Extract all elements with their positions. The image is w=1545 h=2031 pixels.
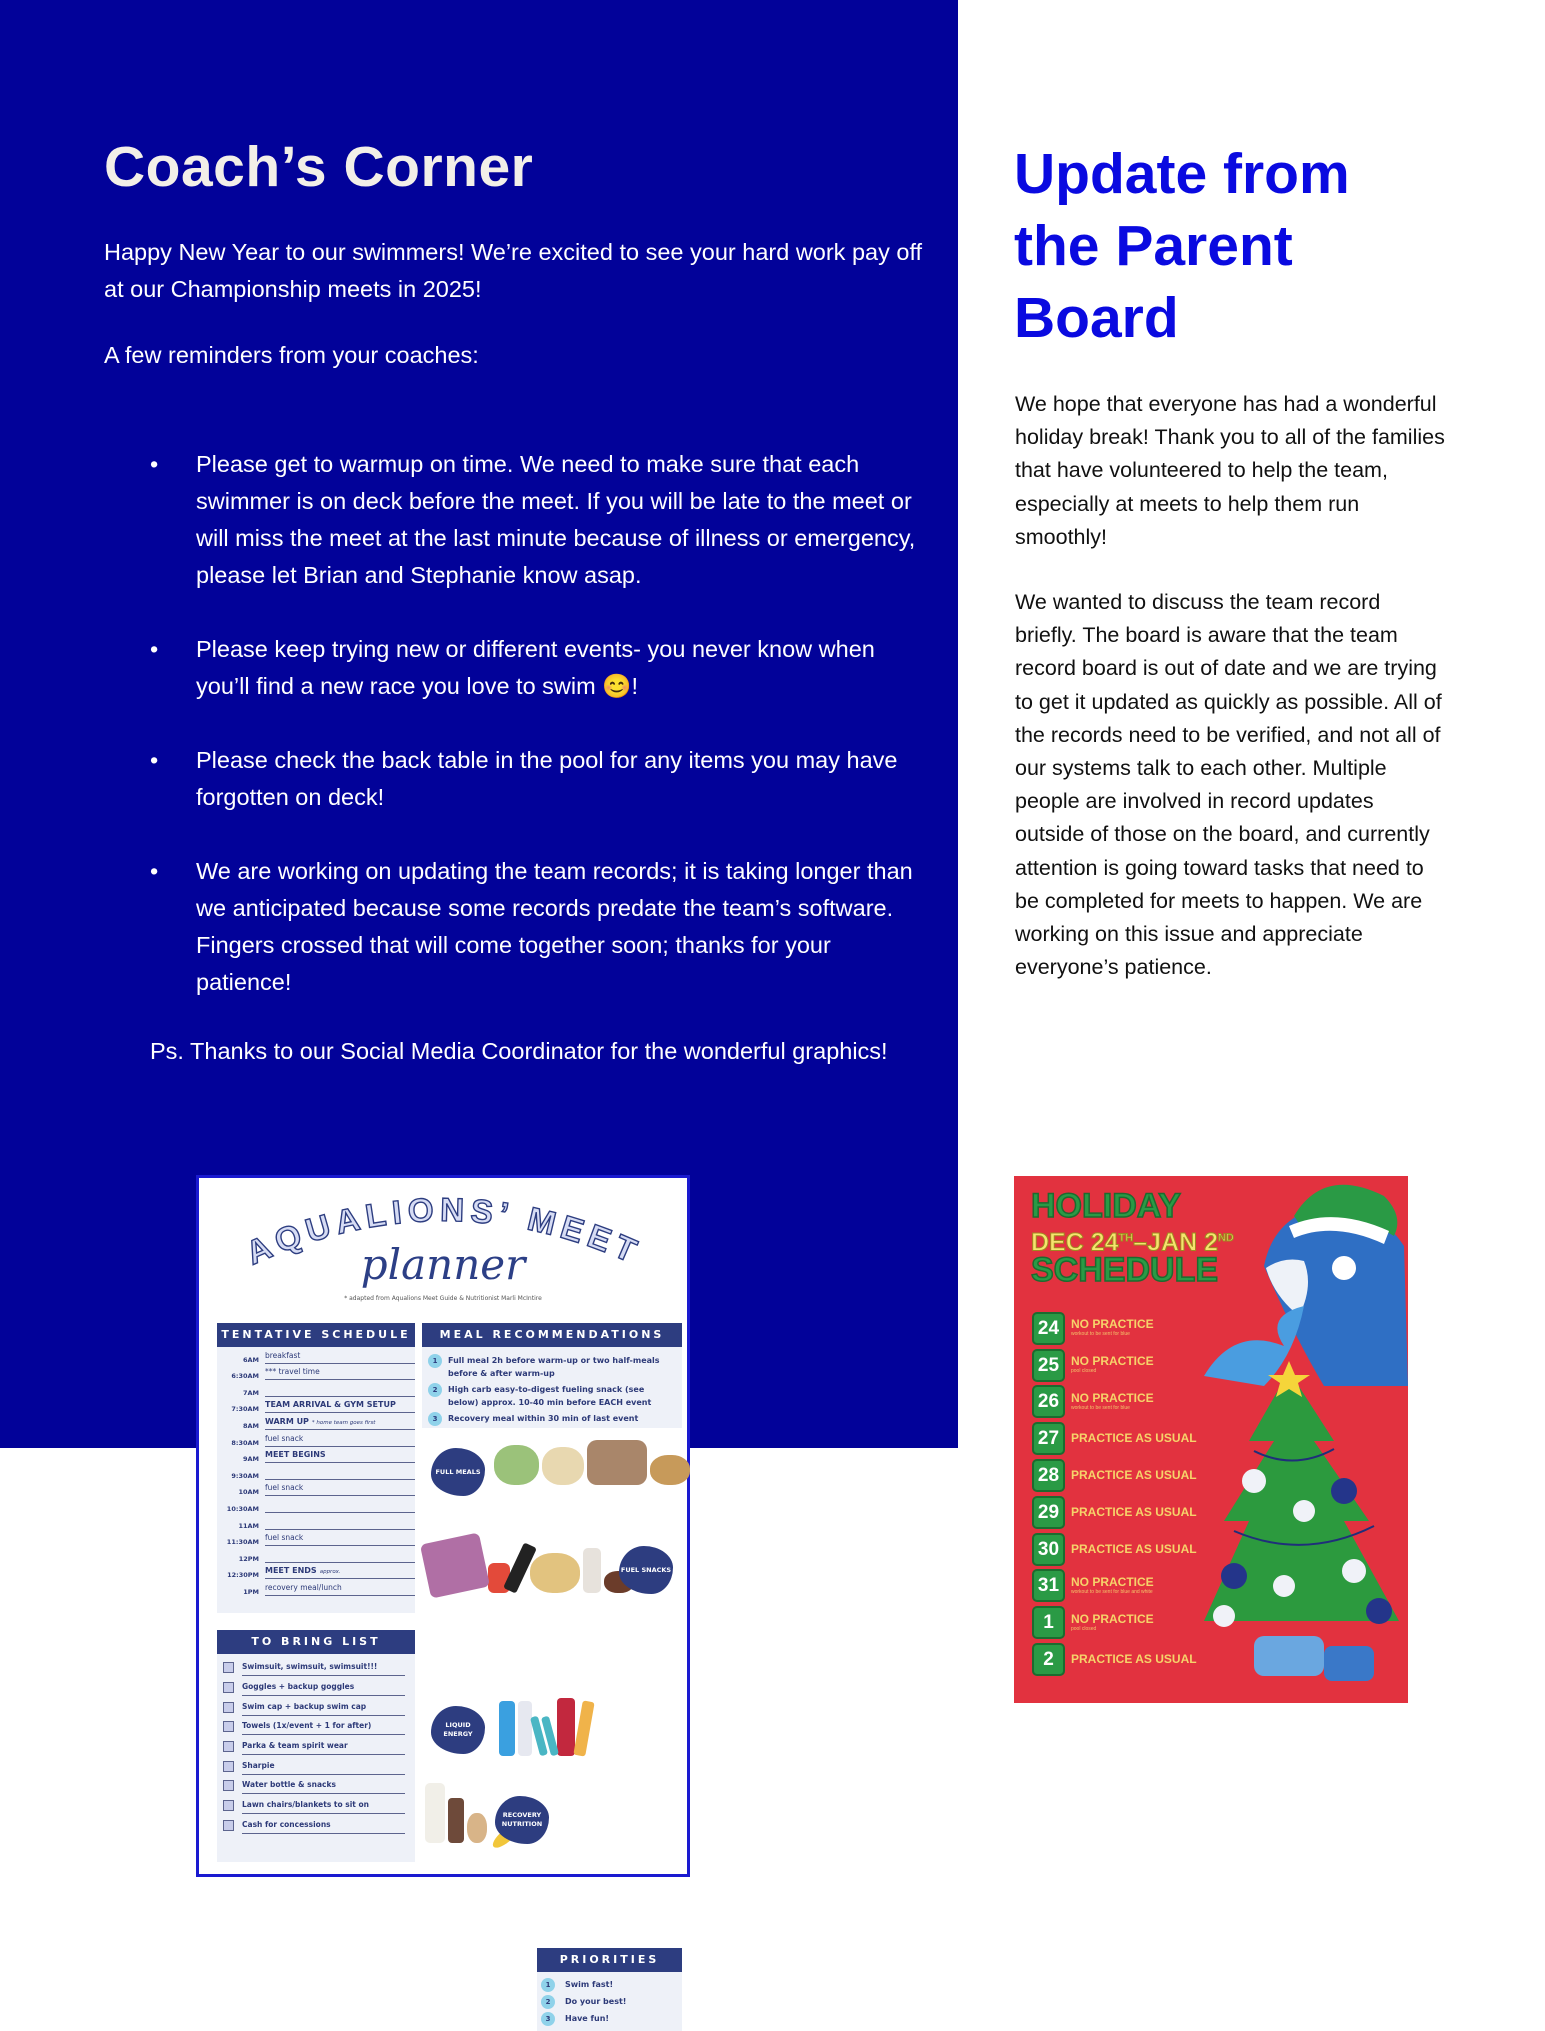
schedule-event-text: MEET BEGINS: [265, 1450, 326, 1460]
meal-text: High carb easy-to-digest fueling snack (see below) approx. 10-40 min before EACH event: [448, 1385, 652, 1407]
vitamin-water-image: [557, 1698, 575, 1756]
day-status-text: NO PRACTICE: [1071, 1390, 1154, 1405]
bring-list-item: [217, 1737, 415, 1757]
bring-list-item: [217, 1658, 415, 1678]
drink-image: [583, 1548, 601, 1593]
schedule-time: 8:30AM: [231, 1438, 259, 1447]
day-status-text: NO PRACTICE: [1071, 1317, 1154, 1332]
number-badge-icon: 1: [541, 1978, 555, 1992]
bring-list-item: [217, 1678, 415, 1698]
schedule-row: [217, 1480, 415, 1497]
reminder-item: [150, 446, 930, 594]
day-status-text: NO PRACTICE: [1071, 1574, 1154, 1589]
priorities-box: [537, 1948, 682, 2031]
day-badge: 29: [1032, 1496, 1065, 1529]
schedule-row: [217, 1530, 415, 1547]
meal-text: Full meal 2h before warm-up or two half-meals before & after warm-up: [448, 1356, 660, 1378]
schedule-time: 11:30AM: [226, 1538, 259, 1547]
bullet-icon: •: [150, 451, 159, 477]
holiday-day-row: [1032, 1604, 1197, 1641]
meal-header: MEAL RECOMMENDATIONS: [422, 1323, 682, 1347]
planner-credit: * adapted from Aqualions Meet Guide & Nutritionist Marli McIntire: [344, 1295, 542, 1302]
bullet-icon: •: [150, 636, 159, 662]
meal-rows: [422, 1347, 682, 1426]
schedule-event: [265, 1564, 415, 1579]
bring-item-text: Goggles + backup goggles: [242, 1679, 405, 1696]
milk-bottle-image: [425, 1783, 445, 1843]
checkbox-icon: [223, 1780, 234, 1791]
priority-item: [537, 1976, 682, 1993]
planner-arc-text: AQUALIONS’ MEET: [240, 1190, 648, 1272]
coach-intro: Happy New Year to our swimmers! We’re excited to see your hard work pay off at our Championship meets in 2025!: [104, 239, 923, 302]
bagels-image: [587, 1440, 647, 1485]
date-end: –JAN 2: [1133, 1228, 1218, 1257]
bring-list-item: [217, 1816, 415, 1836]
holiday-day-row: [1032, 1641, 1197, 1678]
planner-script-title: planner: [360, 1240, 526, 1289]
bring-list-item: [217, 1717, 415, 1737]
date-end-suffix: ND: [1217, 1232, 1234, 1244]
day-status-text: PRACTICE AS USUAL: [1071, 1504, 1197, 1519]
schedule-note: approx.: [319, 1569, 341, 1576]
priority-item: [537, 1993, 682, 2010]
schedule-time: 7:30AM: [231, 1405, 259, 1414]
schedule-event: [265, 1349, 415, 1364]
schedule-row: [217, 1579, 415, 1596]
schedule-time: 10AM: [238, 1488, 259, 1497]
day-status: [1071, 1469, 1197, 1482]
bullet-icon: •: [150, 747, 159, 773]
holiday-day-row: [1032, 1568, 1197, 1605]
day-badge: 30: [1032, 1533, 1065, 1566]
day-note: workout to be sent for blue and white: [1071, 1588, 1153, 1595]
schedule-time: 9AM: [242, 1455, 259, 1464]
priorities-header: PRIORITIES: [537, 1948, 682, 1972]
schedule-row: [217, 1563, 415, 1580]
holiday-day-row: [1032, 1310, 1197, 1347]
day-status: [1071, 1506, 1197, 1519]
checkbox-icon: [223, 1741, 234, 1752]
schedule-row: [217, 1380, 415, 1397]
day-status: [1071, 1355, 1154, 1375]
schedule-row: [217, 1546, 415, 1563]
schedule-time: 1PM: [243, 1587, 259, 1596]
day-status-text: NO PRACTICE: [1071, 1611, 1154, 1626]
coach-ps-note: Ps. Thanks to our Social Media Coordinator for the wonderful graphics!: [150, 1038, 888, 1064]
holiday-day-row: [1032, 1457, 1197, 1494]
reminders-lead: A few reminders from your coaches:: [104, 342, 479, 368]
bring-item-text: Cash for concessions: [242, 1817, 405, 1834]
tentative-schedule: [217, 1323, 415, 1613]
date-start-suffix: TH: [1118, 1232, 1134, 1244]
day-note: pool closed: [1071, 1625, 1097, 1632]
powder-stick-image: [573, 1700, 594, 1756]
schedule-event-text: fuel snack: [265, 1533, 304, 1543]
day-badge: 26: [1032, 1385, 1065, 1418]
day-badge: 2: [1032, 1643, 1065, 1676]
fuel-snacks-images: [425, 1538, 634, 1593]
coach-corner-title: Coach’s Corner: [104, 135, 534, 199]
reminder-text: Please get to warmup on time. We need to make sure that each swimmer is on deck before the meet. If you will be late to the meet or will miss the meet at the last minute because of illness or emergency, please let Brian and Stephanie know asap.: [196, 451, 916, 588]
schedule-event-text: breakfast: [265, 1350, 301, 1360]
schedule-event: [265, 1481, 415, 1496]
schedule-event: [265, 1581, 415, 1596]
schedule-time: 9:30AM: [231, 1471, 259, 1480]
schedule-event: [265, 1365, 415, 1380]
priority-item: [537, 2010, 682, 2027]
schedule-event-text: WARM UP: [265, 1416, 309, 1426]
checkbox-icon: [223, 1820, 234, 1831]
day-note: workout to be sent for blue: [1071, 1404, 1130, 1411]
bring-item-text: Swimsuit, swimsuit, swimsuit!!!: [242, 1659, 405, 1676]
number-badge-icon: 2: [541, 1995, 555, 2009]
checkbox-icon: [223, 1761, 234, 1772]
schedule-event: [265, 1432, 415, 1447]
bring-header: TO BRING LIST: [217, 1630, 415, 1654]
checkbox-icon: [223, 1662, 234, 1673]
day-status-text: NO PRACTICE: [1071, 1354, 1154, 1369]
salad-image: [494, 1445, 539, 1485]
parent-board-title: Update from the Parent Board: [1014, 142, 1350, 350]
number-badge-icon: 3: [541, 2012, 555, 2026]
day-status-text: PRACTICE AS USUAL: [1071, 1652, 1197, 1667]
schedule-time: 8AM: [242, 1421, 259, 1430]
day-status: [1071, 1432, 1197, 1445]
schedule-row: [217, 1347, 415, 1364]
schedule-event: [265, 1382, 415, 1397]
dolphin-mascot-illustration: [1204, 1176, 1408, 1386]
schedule-event-text: fuel snack: [265, 1433, 304, 1443]
number-badge-icon: 3: [428, 1412, 442, 1426]
checkbox-icon: [223, 1702, 234, 1713]
water-bottle-image: [518, 1701, 532, 1756]
schedule-event: [265, 1415, 415, 1430]
holiday-days-list: [1032, 1310, 1197, 1678]
day-status-text: PRACTICE AS USUAL: [1071, 1541, 1197, 1556]
schedule-time: 11AM: [238, 1521, 259, 1530]
schedule-event-text: MEET ENDS: [265, 1566, 317, 1576]
checkbox-icon: [223, 1721, 234, 1732]
bring-item-text: Sharpie: [242, 1758, 405, 1775]
day-badge: 31: [1032, 1569, 1065, 1602]
bring-list-item: [217, 1796, 415, 1816]
meet-planner-graphic: [196, 1175, 690, 2023]
bars-image: [420, 1532, 490, 1598]
christmas-tree-illustration: [1194, 1361, 1404, 1701]
schedule-row: [217, 1463, 415, 1480]
schedule-event-text: fuel snack: [265, 1483, 304, 1493]
schedule-time: 12:30PM: [227, 1571, 259, 1580]
meal-recommendation: [422, 1383, 682, 1409]
schedule-row: [217, 1397, 415, 1414]
bullet-icon: •: [150, 858, 159, 884]
schedule-row: [217, 1364, 415, 1381]
schedule-time: 10:30AM: [226, 1504, 259, 1513]
day-status: [1071, 1653, 1197, 1666]
bring-rows: [217, 1654, 415, 1835]
schedule-row: [217, 1496, 415, 1513]
banana-toast-image: [530, 1553, 580, 1593]
holiday-day-row: [1032, 1420, 1197, 1457]
priority-text: Do your best!: [565, 1997, 627, 2006]
day-status-text: PRACTICE AS USUAL: [1071, 1431, 1197, 1446]
schedule-row: [217, 1430, 415, 1447]
holiday-day-row: [1032, 1347, 1197, 1384]
schedule-event: [265, 1448, 415, 1463]
schedule-event: [265, 1398, 415, 1413]
meal-recommendation: [422, 1354, 682, 1380]
schedule-time: 6:30AM: [231, 1372, 259, 1381]
day-badge: 1: [1032, 1606, 1065, 1639]
schedule-event: [265, 1531, 415, 1546]
bring-item-text: Parka & team spirit wear: [242, 1738, 405, 1755]
holiday-subtitle: SCHEDULE: [1031, 1251, 1219, 1289]
bring-item-text: Swim cap + backup swim cap: [242, 1699, 405, 1716]
full-meals-splat: FULL MEALS: [431, 1448, 485, 1496]
holiday-day-row: [1032, 1531, 1197, 1568]
liquid-energy-images: [499, 1698, 590, 1756]
schedule-note: * home team goes first: [311, 1419, 376, 1426]
day-badge: 24: [1032, 1312, 1065, 1345]
schedule-event: [265, 1515, 415, 1530]
schedule-time: 12PM: [238, 1554, 259, 1563]
reminder-list: [150, 446, 930, 1038]
schedule-row: [217, 1513, 415, 1530]
priority-text: Have fun!: [565, 2014, 610, 2023]
schedule-event: [265, 1498, 415, 1513]
reminder-text: Please check the back table in the pool for any items you may have forgotten on deck!: [196, 747, 898, 810]
day-note: pool closed: [1071, 1368, 1097, 1375]
day-note: workout to be sent for blue: [1071, 1331, 1130, 1338]
schedule-event-text: TEAM ARRIVAL & GYM SETUP: [265, 1400, 396, 1410]
full-meals-images: [494, 1440, 690, 1485]
sandwich-image: [650, 1455, 690, 1485]
fuel-snacks-splat: FUEL SNACKS: [619, 1546, 673, 1594]
day-badge: 27: [1032, 1422, 1065, 1455]
sports-drink-image: [499, 1701, 515, 1756]
checkbox-icon: [223, 1682, 234, 1693]
schedule-time: 7AM: [242, 1388, 259, 1397]
day-status: [1071, 1576, 1154, 1596]
day-status: [1071, 1543, 1197, 1556]
holiday-schedule-graphic: [1014, 1176, 1408, 1703]
number-badge-icon: 2: [428, 1383, 442, 1397]
meal-text: Recovery meal within 30 min of last event: [448, 1414, 639, 1423]
day-status: [1071, 1392, 1154, 1412]
schedule-event: [265, 1548, 415, 1563]
day-status-text: PRACTICE AS USUAL: [1071, 1468, 1197, 1483]
checkbox-icon: [223, 1800, 234, 1811]
meal-recommendations: [422, 1323, 682, 1428]
schedule-header: TENTATIVE SCHEDULE: [217, 1323, 415, 1347]
recovery-nutrition-splat: RECOVERY NUTRITION: [495, 1796, 549, 1844]
schedule-event: [265, 1465, 415, 1480]
meal-recommendation: [422, 1412, 682, 1426]
schedule-rows: [217, 1347, 415, 1596]
schedule-row: [217, 1447, 415, 1464]
liquid-energy-splat: LIQUID ENERGY: [431, 1706, 485, 1754]
bring-item-text: Lawn chairs/blankets to sit on: [242, 1797, 405, 1814]
bring-list-item: [217, 1756, 415, 1776]
chocolate-milk-image: [448, 1798, 464, 1843]
parent-board-paragraph: We wanted to discuss the team record briefly. The board is aware that the team record board is out of date and we are trying to get it updated as quickly as possible. All of the records need to be verified, and not all of our systems talk to each other. Multiple people are involved in record updates outside of those on the board, and currently attention is going toward tasks that need to be completed for meets to happen. We are working on this issue and appreciate everyone’s patience.: [1015, 590, 1442, 980]
reminder-text: Please keep trying new or different events- you never know when you’ll find a new race you love to swim 😊!: [196, 636, 875, 699]
schedule-time: 6AM: [242, 1355, 259, 1364]
bring-item-text: Water bottle & snacks: [242, 1777, 405, 1794]
day-status: [1071, 1318, 1154, 1338]
reminder-text: We are working on updating the team records; it is taking longer than we anticipated because some records predate the team’s software. Fingers crossed that will come together soon; thanks for your patience!: [196, 858, 913, 995]
bring-list-item: [217, 1776, 415, 1796]
reminder-item: [150, 742, 930, 816]
holiday-day-row: [1032, 1384, 1197, 1421]
reminder-item: [150, 853, 930, 1001]
day-badge: 28: [1032, 1459, 1065, 1492]
bring-list-item: [217, 1697, 415, 1717]
bring-item-text: Towels (1x/event + 1 for after): [242, 1718, 405, 1735]
day-status: [1071, 1613, 1154, 1633]
schedule-event-text: *** travel time: [265, 1367, 320, 1377]
priority-rows: [537, 1972, 682, 2031]
date-start: DEC 24: [1031, 1228, 1119, 1257]
priority-text: Swim fast!: [565, 1980, 614, 1989]
reminder-item: [150, 631, 930, 705]
number-badge-icon: 1: [428, 1354, 442, 1368]
holiday-title: HOLIDAY: [1031, 1187, 1181, 1225]
schedule-event-text: recovery meal/lunch: [265, 1582, 342, 1592]
holiday-day-row: [1032, 1494, 1197, 1531]
bar-image: [467, 1813, 487, 1843]
parent-board-paragraph: We hope that everyone has had a wonderful holiday break! Thank you to all of the families that have volunteered to help the team, especially at meets to help them run smoothly!: [1015, 392, 1445, 549]
egg-plate-image: [542, 1447, 584, 1485]
day-badge: 25: [1032, 1349, 1065, 1382]
to-bring-list: [217, 1630, 415, 1862]
schedule-row: [217, 1413, 415, 1430]
